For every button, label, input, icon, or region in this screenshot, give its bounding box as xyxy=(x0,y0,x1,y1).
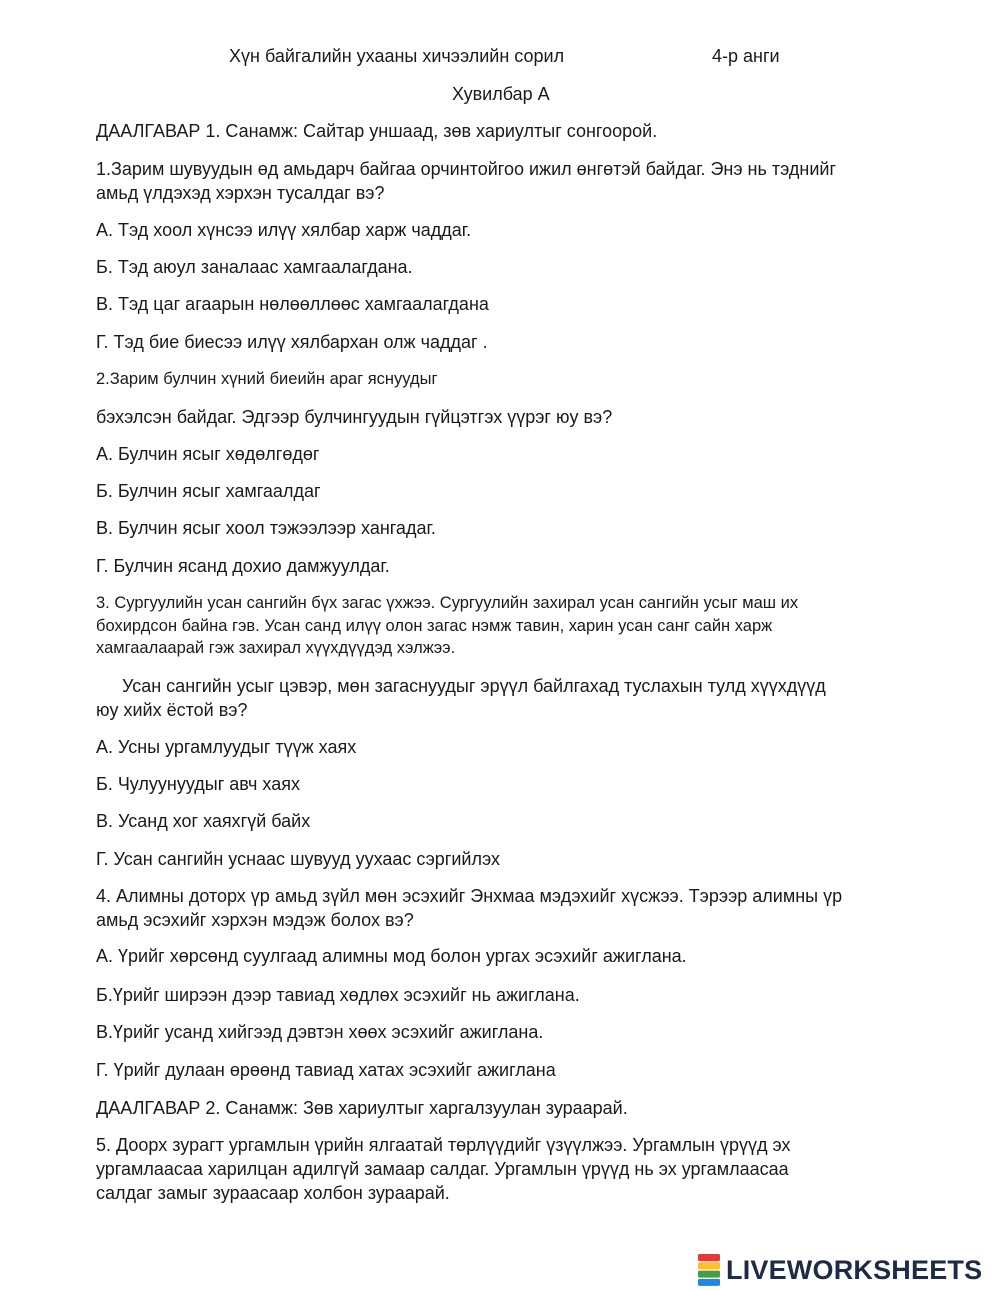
q4-text-line2: амьд эсэхийг хэрхэн мэдэж болох вэ? xyxy=(96,910,414,930)
q4-text-line1: 4. Алимны доторх үр амьд зүйл мөн эсэхийг Энхмаа мэдэхийг хүсжээ. Тэрээр алимны үр xyxy=(96,886,843,906)
worksheet-title: Хүн байгалийн ухааны хичээлийн сорил xyxy=(229,46,565,66)
q4-option-c: В.Үрийг усанд хийгээд дэвтэн хөөх эсэхийг ажиглана. xyxy=(96,1022,544,1042)
q3-intro-line3: хамгаалаарай гэж захирал хүүхдүүдэд хэлжээ. xyxy=(96,639,456,657)
q3-text-line1: Усан сангийн усыг цэвэр, мөн загаснуудыг эрүүл байлгахад туслахын тулд хүүхдүүд xyxy=(122,676,826,696)
liveworksheets-wordmark: LIVEWORKSHEETS xyxy=(726,1254,983,1285)
q5-text-line1: 5. Доорх зурагт ургамлын үрийн ялгаатай төрлүүдийг үзүүлжээ. Ургамлын үрүүд эх xyxy=(96,1135,791,1155)
q2-text-line1: 2.Зарим булчин хүний биеийн араг яснуудыг xyxy=(96,370,438,388)
q4-option-d: Г. Үрийг дулаан өрөөнд тавиад хатах эсэхийг ажиглана xyxy=(96,1060,556,1080)
q3-option-b: Б. Чулуунуудыг авч хаях xyxy=(96,774,300,794)
q3-option-c: В. Усанд хог хаяхгүй байх xyxy=(96,811,311,831)
liveworksheets-logo-icon xyxy=(698,1254,720,1286)
variant-label: Хувилбар А xyxy=(452,84,550,104)
q4-option-a: А. Үрийг хөрсөнд суулгаад алимны мод болон ургах эсэхийг ажиглана. xyxy=(96,946,687,966)
q3-option-a: А. Усны ургамлуудыг түүж хаях xyxy=(96,737,357,757)
q1-option-c: В. Тэд цаг агаарын нөлөөллөөс хамгаалагдана xyxy=(96,294,489,314)
q2-option-b: Б. Булчин ясыг хамгаалдаг xyxy=(96,481,321,501)
q1-text-line2: амьд үлдэхэд хэрхэн тусалдаг вэ? xyxy=(96,183,385,203)
task1-instruction: ДААЛГАВАР 1. Санамж: Сайтар уншаад, зөв хариултыг сонгоорой. xyxy=(96,121,658,141)
q2-option-d: Г. Булчин ясанд дохио дамжуулдаг. xyxy=(96,556,390,576)
liveworksheets-logo[interactable] xyxy=(698,1253,982,1287)
q3-intro-line2: бохирдсон байна гэв. Усан санд илүү олон загас нэмж тавин, харин усан санг сайн харж xyxy=(96,617,773,635)
q5-text-line2: ургамлаасаа харилцан адилгүй замаар салдаг. Ургамлын үрүүд нь эх ургамлаасаа xyxy=(96,1159,789,1179)
q2-option-c: В. Булчин ясыг хоол тэжээлээр хангадаг. xyxy=(96,518,436,538)
q1-option-d: Г. Тэд бие биесээ илүү хялбархан олж чаддаг . xyxy=(96,332,488,352)
q1-option-b: Б. Тэд аюул заналаас хамгаалагдана. xyxy=(96,257,413,277)
q5-text-line3: салдаг замыг зураасаар холбон зураарай. xyxy=(96,1183,450,1203)
q3-intro-line1: 3. Сургуулийн усан сангийн бүх загас үхжээ. Сургуулийн захирал усан сангийн усыг маш их xyxy=(96,594,799,612)
q2-text-line2: бэхэлсэн байдаг. Эдгээр булчингуудын гүйцэтгэх үүрэг юу вэ? xyxy=(96,407,613,427)
q3-option-d: Г. Усан сангийн уснаас шувууд уухаас сэргийлэх xyxy=(96,849,500,869)
q4-option-b: Б.Үрийг ширээн дээр тавиад хөдлөх эсэхийг нь ажиглана. xyxy=(96,985,580,1005)
q1-option-a: А. Тэд хоол хүнсээ илүү хялбар харж чаддаг. xyxy=(96,220,472,240)
q3-text-line2: юу хийх ёстой вэ? xyxy=(96,700,248,720)
grade-label: 4-р анги xyxy=(712,46,780,66)
q2-option-a: А. Булчин ясыг хөдөлгөдөг xyxy=(96,444,320,464)
q1-text-line1: 1.Зарим шувуудын өд амьдарч байгаа орчинтойгоо ижил өнгөтэй байдаг. Энэ нь тэднийг xyxy=(96,159,837,179)
task2-instruction: ДААЛГАВАР 2. Санамж: Зөв хариултыг харгалзуулан зураарай. xyxy=(96,1098,628,1118)
